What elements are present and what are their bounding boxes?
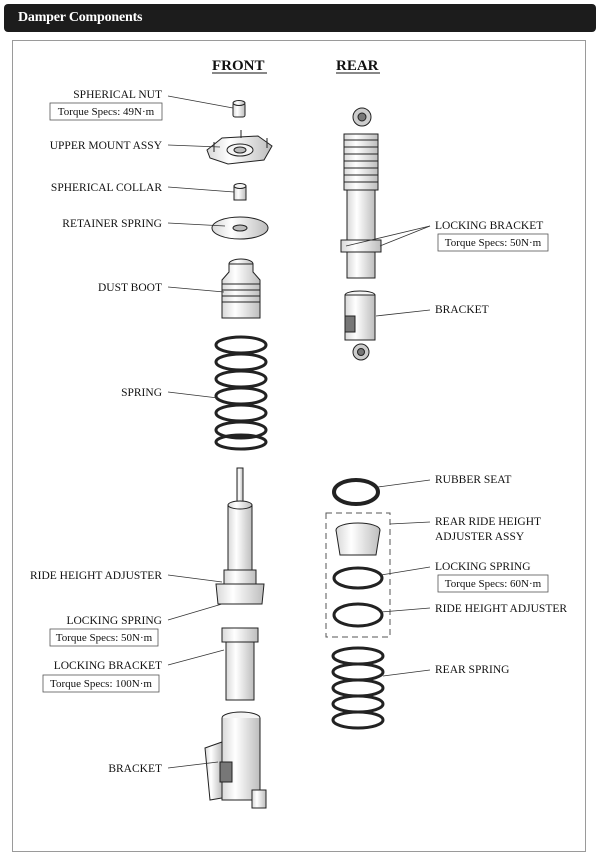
label-rubber-seat: RUBBER SEAT xyxy=(435,474,512,486)
torque-rear-locking-bracket: Torque Specs: 50N·m xyxy=(444,237,542,249)
retainer-spring-part xyxy=(212,217,268,239)
spherical-collar-part xyxy=(234,184,246,201)
torque-spherical-nut: Torque Specs: 49N·m xyxy=(57,106,155,118)
torque-rear-locking-spring: Torque Specs: 60N·m xyxy=(444,578,542,590)
label-locking-spring: LOCKING SPRING xyxy=(66,615,162,627)
label-rear-ride-height-adjuster: RIDE HEIGHT ADJUSTER xyxy=(435,603,568,615)
label-rear-ride-height-assy-1: REAR RIDE HEIGHT xyxy=(435,516,542,528)
rear-ride-height-adjuster-part xyxy=(334,604,382,626)
front-heading: FRONT xyxy=(212,58,265,74)
label-ride-height-adjuster: RIDE HEIGHT ADJUSTER xyxy=(29,570,162,582)
front-damper-part xyxy=(216,468,264,700)
leader-lines xyxy=(168,96,430,768)
label-rear-locking-bracket: LOCKING BRACKET xyxy=(435,220,544,232)
label-upper-mount: UPPER MOUNT ASSY xyxy=(49,140,162,152)
label-dust-boot: DUST BOOT xyxy=(97,282,162,294)
spherical-nut-part xyxy=(233,101,245,118)
torque-locking-bracket: Torque Specs: 100N·m xyxy=(50,678,152,690)
label-locking-bracket: LOCKING BRACKET xyxy=(53,660,162,672)
front-bracket-part xyxy=(205,712,266,808)
label-front-bracket: BRACKET xyxy=(108,763,162,775)
label-spring: SPRING xyxy=(121,387,162,399)
rear-bracket-part xyxy=(345,291,375,360)
page-title: Damper Components xyxy=(18,10,143,25)
label-spherical-collar: SPHERICAL COLLAR xyxy=(50,182,162,194)
rear-spring-part xyxy=(333,648,383,728)
label-rear-spring: REAR SPRING xyxy=(435,664,510,676)
label-retainer-spring: RETAINER SPRING xyxy=(62,218,162,230)
rubber-seat-part xyxy=(334,480,378,504)
dust-boot-part xyxy=(222,259,260,318)
rear-parts xyxy=(326,108,390,728)
label-rear-locking-spring: LOCKING SPRING xyxy=(435,561,531,573)
front-spring-part xyxy=(216,337,266,449)
front-parts xyxy=(205,101,272,809)
label-spherical-nut: SPHERICAL NUT xyxy=(73,89,162,101)
rear-ride-height-adjuster-assy-part xyxy=(336,523,380,555)
torque-locking-spring: Torque Specs: 50N·m xyxy=(55,632,153,644)
label-rear-bracket: BRACKET xyxy=(435,304,489,316)
rear-locking-spring-part xyxy=(334,568,382,588)
rear-heading: REAR xyxy=(336,58,379,74)
rear-damper-part xyxy=(341,108,381,278)
label-rear-ride-height-assy-2: ADJUSTER ASSY xyxy=(435,531,525,543)
